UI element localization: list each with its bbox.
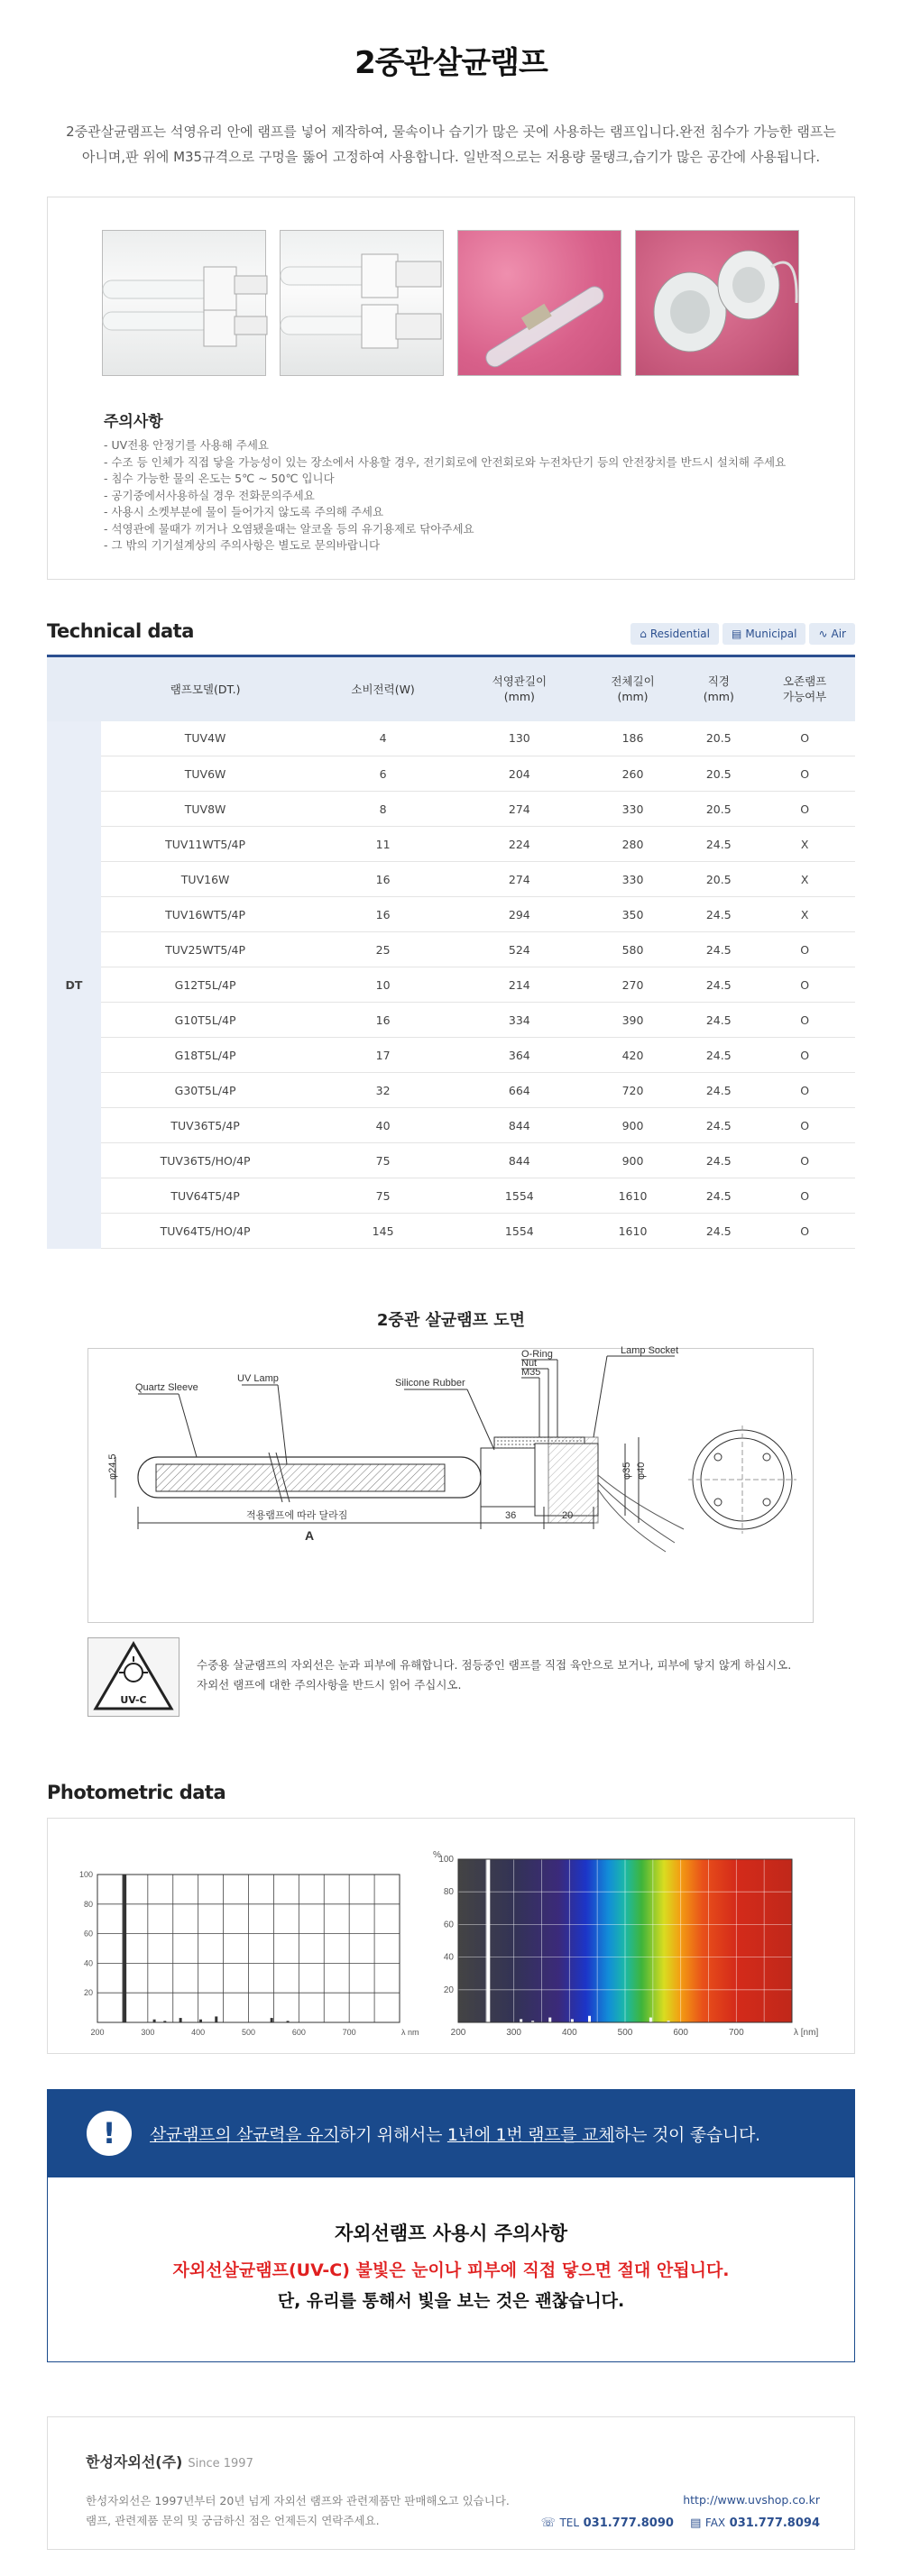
photometric-box xyxy=(47,1818,855,2054)
table-cell: 224 xyxy=(456,827,583,862)
x-tick-label: 600 xyxy=(291,2028,306,2037)
header-cell: 소비전력(W) xyxy=(309,656,456,721)
table-cell: 274 xyxy=(456,792,583,827)
company-desc: 한성자외선은 1997년부터 20년 넘게 자외선 램프와 관련제품만 판매해오고 있습니다. 램프, 관련제품 문의 및 궁금하신 점은 언제든지 연락주세요. xyxy=(86,2494,510,2527)
table-cell: X xyxy=(754,827,855,862)
tab-residential[interactable] xyxy=(630,623,719,645)
table-cell: 270 xyxy=(583,967,684,1003)
table-row xyxy=(47,1073,855,1108)
product-photo xyxy=(102,230,266,376)
warning-line: 자외선 램프에 대한 주의사항을 반드시 읽어 주십시오. xyxy=(197,1678,462,1691)
table-row xyxy=(47,721,855,756)
uvc-label: UV-C xyxy=(120,1694,147,1706)
table-row xyxy=(47,827,855,862)
drawing-label: 36 xyxy=(505,1510,517,1521)
table-cell: O xyxy=(754,1214,855,1249)
emission-bar xyxy=(215,2016,217,2022)
product-photo xyxy=(635,230,799,376)
list-item: - 수조 등 인체가 직접 닿을 가능성이 있는 장소에서 사용할 경우, 전기회로에 안전회로와 누전차단기 등의 안전장치를 반드시 설치해 주세요 xyxy=(104,454,787,469)
table-cell: 1610 xyxy=(583,1214,684,1249)
table-cell: 274 xyxy=(456,862,583,897)
emission-bar xyxy=(548,2018,551,2022)
tab-air[interactable] xyxy=(809,623,855,645)
fax-number: 031.777.8094 xyxy=(729,2516,820,2530)
table-cell: O xyxy=(754,721,855,756)
table-cell: X xyxy=(754,897,855,932)
exclamation-icon: ! xyxy=(87,2111,132,2156)
drawing-label: φ24.5 xyxy=(107,1453,118,1480)
y-axis-label: % xyxy=(433,1850,441,1860)
table-cell: 24.5 xyxy=(683,1178,754,1214)
table-cell: 334 xyxy=(456,1003,583,1038)
table-cell: O xyxy=(754,1178,855,1214)
table-cell: 900 xyxy=(583,1108,684,1143)
table-cell: 17 xyxy=(309,1038,456,1073)
list-item: - UV전용 안정기를 사용해 주세요 xyxy=(104,438,270,452)
table-cell: 16 xyxy=(309,897,456,932)
drawing-label: O-Ring xyxy=(521,1349,553,1360)
y-tick-label: 60 xyxy=(443,1920,454,1930)
tel-number[interactable]: 031.777.8090 xyxy=(583,2516,674,2530)
warning-line: 수중용 살균램프의 자외선은 눈과 피부에 유해합니다. 점등중인 램프를 직접 육안으로 보거나, 피부에 닿지 않게 하십시오. xyxy=(197,1658,792,1672)
x-tick-label: 400 xyxy=(191,2028,206,2037)
drawing-label: UV Lamp xyxy=(237,1373,279,1384)
table-cell: 580 xyxy=(583,932,684,967)
table-cell: 75 xyxy=(309,1178,456,1214)
table-cell: 214 xyxy=(456,967,583,1003)
drawing-label: Lamp Socket xyxy=(621,1345,679,1356)
table-row xyxy=(47,1143,855,1178)
table-cell: TUV16W xyxy=(101,862,309,897)
warning-text xyxy=(197,1655,810,1695)
table-cell: 8 xyxy=(309,792,456,827)
emission-bar xyxy=(271,2018,273,2022)
table-row xyxy=(47,1108,855,1143)
fax-icon: ▤ xyxy=(690,2516,702,2530)
table-cell: TUV64T5/4P xyxy=(101,1178,309,1214)
uvc-warning-icon xyxy=(87,1637,179,1717)
y-tick-label: 80 xyxy=(83,1899,93,1909)
table-header-row xyxy=(47,656,855,721)
table-cell: 20.5 xyxy=(683,721,754,756)
table-row xyxy=(47,1178,855,1214)
table-cell: O xyxy=(754,1003,855,1038)
building-icon: ▤ xyxy=(731,628,742,640)
table-cell: O xyxy=(754,1108,855,1143)
table-cell: 24.5 xyxy=(683,1038,754,1073)
table-cell: G10T5L/4P xyxy=(101,1003,309,1038)
table-row xyxy=(47,1038,855,1073)
group-label: DT xyxy=(47,721,101,1249)
table-cell: 720 xyxy=(583,1073,684,1108)
spectrum-color-chart xyxy=(422,1819,855,2055)
table-cell: 24.5 xyxy=(683,967,754,1003)
y-tick-label: 80 xyxy=(443,1887,454,1898)
y-tick-label: 20 xyxy=(83,1988,93,1998)
company-contact: ☏ TEL 031.777.8090 ▤ FAX 031.777.8094 xyxy=(540,2516,820,2530)
table-cell: 1554 xyxy=(456,1214,583,1249)
emission-bar xyxy=(123,1875,126,2022)
x-tick-label: 200 xyxy=(450,2028,466,2038)
drawing-label: Silicone Rubber xyxy=(395,1378,465,1389)
table-cell: 420 xyxy=(583,1038,684,1073)
header-cell: 램프모델(DT.) xyxy=(101,656,309,721)
tab-label: Municipal xyxy=(745,628,797,640)
table-cell: TUV16WT5/4P xyxy=(101,897,309,932)
y-tick-label: 20 xyxy=(443,1985,454,1995)
table-row xyxy=(47,967,855,1003)
table-cell: 24.5 xyxy=(683,932,754,967)
table-cell: TUV11WT5/4P xyxy=(101,827,309,862)
table-cell: 130 xyxy=(456,721,583,756)
table-cell: 844 xyxy=(456,1143,583,1178)
table-cell: 40 xyxy=(309,1108,456,1143)
emission-bar xyxy=(179,2018,182,2022)
product-box xyxy=(47,197,855,580)
table-cell: 280 xyxy=(583,827,684,862)
table-row xyxy=(47,862,855,897)
table-cell: 16 xyxy=(309,862,456,897)
drawing-label: φ40 xyxy=(636,1462,647,1480)
table-cell: 24.5 xyxy=(683,1214,754,1249)
table-cell: 1554 xyxy=(456,1178,583,1214)
table-cell: 24.5 xyxy=(683,897,754,932)
table-cell: 20.5 xyxy=(683,792,754,827)
table-row xyxy=(47,932,855,967)
table-cell: 330 xyxy=(583,862,684,897)
table-cell: 6 xyxy=(309,756,456,792)
company-info xyxy=(47,2416,855,2550)
table-cell: 25 xyxy=(309,932,456,967)
table-row xyxy=(47,756,855,792)
photometric-heading: Photometric data xyxy=(47,1782,226,1803)
table-row xyxy=(47,1214,855,1249)
notice-list xyxy=(104,437,825,555)
table-cell: 20.5 xyxy=(683,756,754,792)
product-photo xyxy=(280,230,444,376)
lamp-photo-image xyxy=(636,231,800,377)
table-cell: 24.5 xyxy=(683,1108,754,1143)
banner-text: 살균램프의 살균력을 유지하기 위해서는 1년에 1번 램프를 교체하는 것이 좋습니다. xyxy=(150,2125,760,2145)
category-tabs xyxy=(630,623,855,645)
table-cell: 350 xyxy=(583,897,684,932)
lamp-photo-image xyxy=(458,231,622,377)
drawing-label: Nut xyxy=(521,1358,538,1369)
x-unit-label: λ nm xyxy=(401,2028,419,2037)
table-cell: O xyxy=(754,932,855,967)
lamp-drawing xyxy=(87,1345,814,1623)
drawing-label: Quartz Sleeve xyxy=(135,1382,198,1393)
table-row xyxy=(47,792,855,827)
table-cell: G18T5L/4P xyxy=(101,1038,309,1073)
emission-bar xyxy=(520,2019,522,2022)
table-cell: 524 xyxy=(456,932,583,967)
x-tick-label: 700 xyxy=(728,2028,744,2038)
x-tick-label: 300 xyxy=(141,2028,155,2037)
x-tick-label: 500 xyxy=(617,2028,633,2038)
lamp-photo-image xyxy=(103,231,267,377)
table-cell: O xyxy=(754,1073,855,1108)
list-item: - 침수 가능한 물의 온도는 5℃ ~ 50℃ 입니다 xyxy=(104,472,335,485)
table-cell: O xyxy=(754,967,855,1003)
table-cell: 364 xyxy=(456,1038,583,1073)
lamp-photo-image xyxy=(281,231,445,377)
x-tick-label: 300 xyxy=(506,2028,522,2038)
x-tick-label: 500 xyxy=(241,2028,256,2037)
x-tick-label: 700 xyxy=(342,2028,356,2037)
emission-bar xyxy=(649,2018,652,2022)
table-cell: 294 xyxy=(456,897,583,932)
y-tick-label: 60 xyxy=(83,1929,93,1939)
x-tick-label: 600 xyxy=(673,2028,689,2038)
list-item: - 사용시 소켓부분에 물이 들어가지 않도록 주의해 주세요 xyxy=(104,505,384,518)
table-cell: 4 xyxy=(309,721,456,756)
intro-line: 2중관살균램프는 석영유리 안에 램프를 넣어 제작하여, 물속이나 습기가 많은 곳에 사용하는 램프입니다.완전 침수가 가능한 램프는 xyxy=(66,124,836,140)
list-item: - 그 밖의 기기설계상의 주의사항은 별도로 문의바랍니다 xyxy=(104,538,381,552)
table-cell: 260 xyxy=(583,756,684,792)
company-url-link[interactable]: http://www.uvshop.co.kr xyxy=(683,2493,820,2507)
table-cell: 24.5 xyxy=(683,827,754,862)
table-cell: 32 xyxy=(309,1073,456,1108)
product-photo xyxy=(457,230,621,376)
drawing-label: A xyxy=(305,1528,315,1543)
drawing-label: 적용램프에 따라 달라짐 xyxy=(246,1510,348,1521)
tab-label: Air xyxy=(831,628,846,640)
technical-table xyxy=(47,655,855,1249)
header-cell: 전체길이 (mm) xyxy=(583,656,684,721)
table-cell: O xyxy=(754,792,855,827)
table-cell: TUV8W xyxy=(101,792,309,827)
drawing-title: 2중관 살균램프 도면 xyxy=(376,1311,526,1330)
wave-icon: ∿ xyxy=(818,628,828,640)
header-cell: 직경 (mm) xyxy=(683,656,754,721)
drawing-label: 20 xyxy=(562,1510,574,1521)
house-icon: ⌂ xyxy=(640,628,647,640)
table-cell: O xyxy=(754,756,855,792)
table-cell: X xyxy=(754,862,855,897)
table-cell: 204 xyxy=(456,756,583,792)
table-cell: 20.5 xyxy=(683,862,754,897)
table-cell: 186 xyxy=(583,721,684,756)
table-cell: TUV4W xyxy=(101,721,309,756)
lamp-drawing-svg xyxy=(88,1345,815,1624)
y-tick-label: 100 xyxy=(78,1870,93,1879)
y-tick-label: 100 xyxy=(438,1855,454,1865)
table-cell: 16 xyxy=(309,1003,456,1038)
technical-heading: Technical data xyxy=(47,620,194,642)
table-cell: TUV36T5/4P xyxy=(101,1108,309,1143)
company-since: Since 1997 xyxy=(188,2457,253,2471)
emission-bar xyxy=(571,2019,574,2022)
caution-black-text: 단, 유리를 통해서 빛을 보는 것은 괜찮습니다. xyxy=(277,2291,625,2311)
table-cell: 664 xyxy=(456,1073,583,1108)
intro-text xyxy=(54,119,848,170)
table-cell: 330 xyxy=(583,792,684,827)
table-cell: 24.5 xyxy=(683,1073,754,1108)
phone-icon: ☏ xyxy=(540,2516,556,2530)
notice-heading: 주의사항 xyxy=(104,413,163,431)
warning-triangle-icon xyxy=(88,1638,179,1716)
table-row xyxy=(47,1003,855,1038)
table-cell: 75 xyxy=(309,1143,456,1178)
y-tick-label: 40 xyxy=(83,1958,93,1968)
table-cell: G12T5L/4P xyxy=(101,967,309,1003)
table-cell: 900 xyxy=(583,1143,684,1178)
table-cell: 1610 xyxy=(583,1178,684,1214)
header-cell-group xyxy=(47,656,101,721)
table-cell: 145 xyxy=(309,1214,456,1249)
table-cell: TUV36T5/HO/4P xyxy=(101,1143,309,1178)
drawing-label: M35 xyxy=(521,1367,541,1378)
spectrum-chart xyxy=(48,1819,419,2055)
table-cell: 10 xyxy=(309,967,456,1003)
table-cell: 24.5 xyxy=(683,1003,754,1038)
replacement-banner xyxy=(47,2089,855,2177)
x-tick-label: 200 xyxy=(90,2028,105,2037)
caution-heading: 자외선램프 사용시 주의사항 xyxy=(334,2223,568,2244)
table-cell: 390 xyxy=(583,1003,684,1038)
caution-box xyxy=(47,2177,855,2362)
table-cell: TUV25WT5/4P xyxy=(101,932,309,967)
x-unit-label: λ [nm] xyxy=(794,2028,819,2038)
tab-municipal[interactable] xyxy=(723,623,805,645)
caution-red-text: 자외선살균램프(UV-C) 불빛은 눈이나 피부에 직접 닿으면 절대 안됩니다. xyxy=(172,2260,730,2280)
emission-bar xyxy=(486,1859,490,2022)
table-cell: 24.5 xyxy=(683,1143,754,1178)
table-cell: 844 xyxy=(456,1108,583,1143)
y-tick-label: 40 xyxy=(443,1952,454,1963)
table-cell: O xyxy=(754,1143,855,1178)
list-item: - 석영관에 물때가 끼거나 오염됐을때는 알코올 등의 유기용제로 닦아주세요 xyxy=(104,521,474,536)
intro-line: 아니며,판 위에 M35규격으로 구멍을 뚫어 고정하여 사용합니다. 일반적으로는 저용량 물탱크,습기가 많은 공간에 사용됩니다. xyxy=(81,149,821,165)
table-cell: TUV64T5/HO/4P xyxy=(101,1214,309,1249)
table-cell: TUV6W xyxy=(101,756,309,792)
x-tick-label: 400 xyxy=(561,2028,577,2038)
list-item: - 공기중에서사용하실 경우 전화문의주세요 xyxy=(104,488,315,502)
tab-label: Residential xyxy=(649,628,710,640)
header-cell: 오존램프 가능여부 xyxy=(754,656,855,721)
drawing-label: φ35 xyxy=(621,1462,632,1480)
header-cell: 석영관길이 (mm) xyxy=(456,656,583,721)
emission-bar xyxy=(588,2016,591,2022)
table-cell: 11 xyxy=(309,827,456,862)
company-name: 한성자외선(주) Since 1997 xyxy=(86,2453,253,2471)
page-title: 2중관살균램프 xyxy=(354,45,548,81)
table-cell: G30T5L/4P xyxy=(101,1073,309,1108)
table-cell: O xyxy=(754,1038,855,1073)
table-row xyxy=(47,897,855,932)
